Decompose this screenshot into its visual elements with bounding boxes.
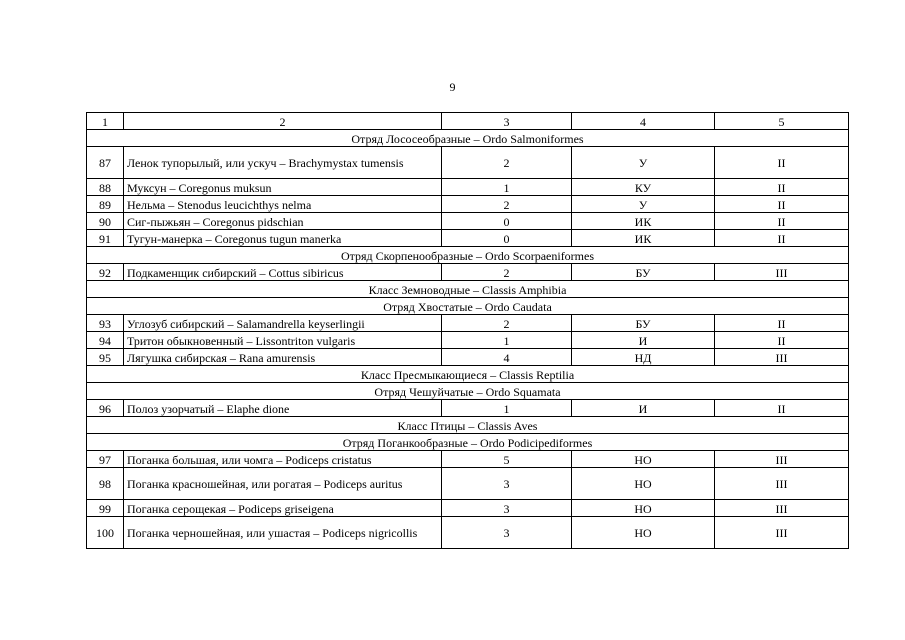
table-row [87,451,849,468]
section-title: Отряд Хвостатые – Ordo Caudata [87,298,849,315]
species-name: Подкаменщик сибирский – Cottus sibiricus [124,264,442,281]
priority-value: II [715,400,849,417]
row-number: 98 [87,468,124,500]
table-row [87,500,849,517]
status-value: НО [572,500,715,517]
priority-value: II [715,147,849,179]
section-title: Класс Пресмыкающиеся – Classis Reptilia [87,366,849,383]
status-value: БУ [572,264,715,281]
priority-value: II [715,332,849,349]
species-name: Муксун – Coregonus muksun [124,179,442,196]
table-row [87,147,849,179]
status-value: И [572,400,715,417]
table-header-row [87,113,849,130]
priority-value: II [715,213,849,230]
table-row [87,264,849,281]
row-number: 90 [87,213,124,230]
status-value: БУ [572,315,715,332]
header-cell-1: 1 [87,113,124,130]
priority-value: III [715,500,849,517]
row-number: 94 [87,332,124,349]
page-number: 9 [449,80,456,94]
status-value: КУ [572,179,715,196]
species-name: Лягушка сибирская – Rana amurensis [124,349,442,366]
status-value: У [572,196,715,213]
category-value: 2 [442,147,572,179]
species-name: Поганка большая, или чомга – Podiceps cristatus [124,451,442,468]
category-value: 3 [442,500,572,517]
row-number: 95 [87,349,124,366]
row-number: 100 [87,517,124,549]
row-number: 87 [87,147,124,179]
row-number: 93 [87,315,124,332]
category-value: 3 [442,468,572,500]
table-row [87,315,849,332]
table-row [87,213,849,230]
table-row [87,468,849,500]
section-title: Класс Земноводные – Classis Amphibia [87,281,849,298]
row-number: 99 [87,500,124,517]
row-number: 96 [87,400,124,417]
category-value: 2 [442,196,572,213]
table-body [87,113,849,549]
status-value: И [572,332,715,349]
priority-value: III [715,451,849,468]
species-name: Нельма – Stenodus leucichthys nelma [124,196,442,213]
row-number: 91 [87,230,124,247]
section-title: Отряд Поганкообразные – Ordo Podicipediformes [87,434,849,451]
row-number: 89 [87,196,124,213]
species-name: Поганка черношейная, или ушастая – Podiceps nigricollis [124,517,442,549]
table-row [87,230,849,247]
section-title: Отряд Чешуйчатые – Ordo Squamata [87,383,849,400]
category-value: 0 [442,230,572,247]
table-row [87,196,849,213]
status-value: НО [572,468,715,500]
species-name: Тритон обыкновенный – Lissontriton vulgaris [124,332,442,349]
category-value: 5 [442,451,572,468]
section-row [87,417,849,434]
section-row [87,383,849,400]
category-value: 0 [442,213,572,230]
table-row [87,517,849,549]
species-name: Углозуб сибирский – Salamandrella keyserlingii [124,315,442,332]
status-value: ИК [572,230,715,247]
table-row [87,179,849,196]
category-value: 2 [442,264,572,281]
row-number: 88 [87,179,124,196]
status-value: ИК [572,213,715,230]
category-value: 2 [442,315,572,332]
status-value: НО [572,451,715,468]
priority-value: II [715,179,849,196]
section-title: Класс Птицы – Classis Aves [87,417,849,434]
priority-value: II [715,196,849,213]
priority-value: II [715,315,849,332]
header-cell-3: 3 [442,113,572,130]
category-value: 4 [442,349,572,366]
status-value: НД [572,349,715,366]
section-title: Отряд Лососеобразные – Ordo Salmoniformes [87,130,849,147]
priority-value: III [715,349,849,366]
priority-value: II [715,230,849,247]
category-value: 1 [442,179,572,196]
row-number: 97 [87,451,124,468]
section-row [87,366,849,383]
species-name: Сиг-пыжьян – Coregonus pidschian [124,213,442,230]
species-name: Поганка серощекая – Podiceps griseigena [124,500,442,517]
section-row [87,247,849,264]
species-table [86,112,849,549]
status-value: НО [572,517,715,549]
priority-value: III [715,468,849,500]
species-name: Тугун-манерка – Coregonus tugun manerka [124,230,442,247]
category-value: 3 [442,517,572,549]
row-number: 92 [87,264,124,281]
priority-value: III [715,264,849,281]
status-value: У [572,147,715,179]
section-row [87,298,849,315]
header-cell-2: 2 [124,113,442,130]
species-name: Ленок тупорылый, или ускуч – Brachymystax tumensis [124,147,442,179]
table-row [87,332,849,349]
species-name: Полоз узорчатый – Elaphe dione [124,400,442,417]
table-row [87,400,849,417]
category-value: 1 [442,400,572,417]
category-value: 1 [442,332,572,349]
section-row [87,130,849,147]
section-row [87,434,849,451]
section-row [87,281,849,298]
priority-value: III [715,517,849,549]
header-cell-5: 5 [715,113,849,130]
header-cell-4: 4 [572,113,715,130]
table-row [87,349,849,366]
species-name: Поганка красношейная, или рогатая – Podiceps auritus [124,468,442,500]
section-title: Отряд Скорпенообразные – Ordo Scorpaeniformes [87,247,849,264]
